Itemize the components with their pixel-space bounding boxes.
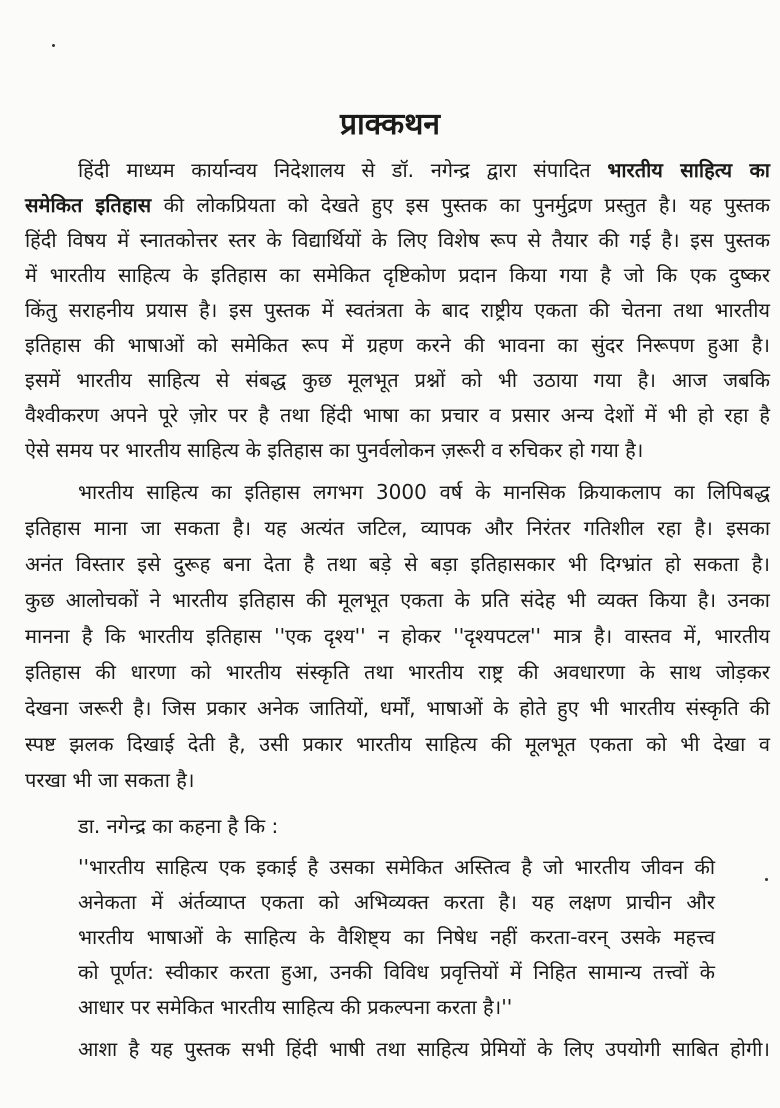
paragraph-2-line: परखा भी जा सकता है। <box>25 768 195 792</box>
closing-line: आशा है यह पुस्तक सभी हिंदी भाषी तथा साहित्य प्रेमियों के लिए उपयोगी साबित होगी। <box>78 1037 770 1061</box>
paragraph-1-line <box>25 191 770 219</box>
paragraph-1-line: किंतु सराहनीय प्रयास है। इस पुस्तक में स्वतंत्रता के बाद राष्ट्रीय एकता की चेतना तथा भारतीय <box>25 298 770 322</box>
quote-line: को पूर्णत: स्वीकार करता हुआ, उनकी विविध प्रवृत्तियों में निहित सामान्य तत्त्वों के <box>78 960 715 984</box>
paragraph-1-line: इतिहास की भाषाओं को समेकित रूप में ग्रहण करने की भावना का सुंदर निरूपण हुआ है। <box>25 333 770 357</box>
book-title-bold: समेकित इतिहास <box>25 193 152 217</box>
quote-line: भारतीय भाषाओं के साहित्य के वैशिष्ट्य का निषेध नहीं करता-वरन् उसके महत्त्व <box>78 925 715 949</box>
paragraph-1-line: हिंदी विषय में स्नातकोत्तर स्तर के विद्यार्थियों के लिए विशेष रूप से तैयार की गई है। इस पुस्तक <box>25 228 770 252</box>
book-title-bold: भारतीय साहित्य का <box>607 158 770 182</box>
page-title: प्राक्कथन <box>339 107 441 142</box>
quote-line: ''भारतीय साहित्य एक इकाई है उसका समेकित अस्तित्व है जो भारतीय जीवन की <box>78 855 715 879</box>
paragraph-1-line <box>78 156 770 184</box>
scan-speck <box>52 44 55 47</box>
paragraph-2-line: मानना है कि भारतीय इतिहास ''एक दृश्य'' न होकर ''दृश्यपटल'' मात्र है। वास्तव में, भारतीय <box>25 624 770 648</box>
text-segment: की लोकप्रियता को देखते हुए इस पुस्तक का पुनर्मुद्रण प्रस्तुत है। यह पुस्तक <box>151 193 770 217</box>
paragraph-2-line: भारतीय साहित्य का इतिहास लगभग 3000 वर्ष के मानसिक क्रियाकलाप का लिपिबद्ध <box>78 480 770 504</box>
text-segment: हिंदी माध्यम कार्यान्वय निदेशालय से डॉ. नगेन्द्र द्वारा संपादित <box>78 158 608 182</box>
paragraph-2-line: कुछ आलोचकों ने भारतीय इतिहास की मूलभूत एकता के प्रति संदेह भी व्यक्त किया है। उनका <box>25 588 770 612</box>
quote-line: अनेकता में अंर्तव्याप्त एकता को अभिव्यक्त करता है। यह लक्षण प्राचीन और <box>78 890 715 914</box>
paragraph-2-line: स्पष्ट झलक दिखाई देती है, उसी प्रकार भारतीय साहित्य की मूलभूत एकता को भी देखा व <box>25 732 770 756</box>
scan-speck <box>765 878 768 881</box>
paragraph-2-line: अनंत विस्तार इसे दुरूह बना देता है तथा बड़े से बड़ा इतिहासकार भी दिग्भ्रांत हो सकता है। <box>25 552 770 576</box>
paragraph-1-line: में भारतीय साहित्य के इतिहास का समेकित दृष्टिकोण प्रदान किया गया है जो कि एक दुष्कर <box>25 263 770 287</box>
paragraph-2-line: देखना जरूरी है। जिस प्रकार अनेक जातियों, धर्मों, भाषाओं के होते हुए भी भारतीय संस्कृति की <box>25 696 770 720</box>
paragraph-2-line: इतिहास माना जा सकता है। यह अत्यंत जटिल, व्यापक और निरंतर गतिशील रहा है। इसका <box>25 516 770 540</box>
quote-intro: डा. नगेन्द्र का कहना है कि : <box>78 814 279 838</box>
paragraph-2-line: इतिहास की धारणा को भारतीय संस्कृति तथा भारतीय राष्ट्र की अवधारणा के साथ जोड़कर <box>25 660 770 684</box>
paragraph-1-line: ऐसे समय पर भारतीय साहित्य के इतिहास का पुनर्वलोकन ज़रूरी व रुचिकर हो गया है। <box>25 438 644 462</box>
paragraph-1-line: इसमें भारतीय साहित्य से संबद्ध कुछ मूलभूत प्रश्नों को भी उठाया गया है। आज जबकि <box>25 368 770 392</box>
paragraph-1-line: वैश्वीकरण अपने पूरे ज़ोर पर है तथा हिंदी भाषा का प्रचार व प्रसार अन्य देशों में भी हो रहा है <box>25 403 770 427</box>
quote-line: आधार पर समेकित भारतीय साहित्य की प्रकल्पना करता है।'' <box>78 995 513 1019</box>
